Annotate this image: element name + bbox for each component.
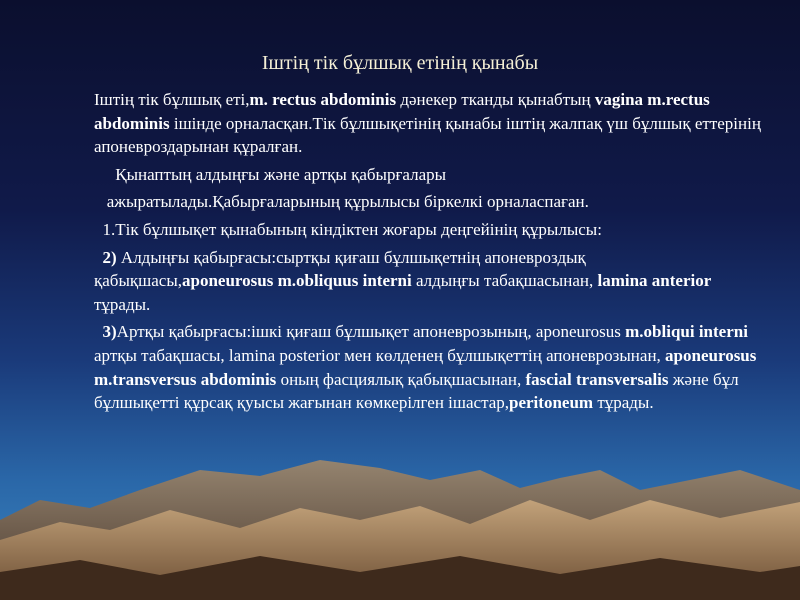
text: Іштің тік бұлшық еті, (94, 90, 250, 109)
slide-title: Іштің тік бұлшық етінің қынабы (261, 52, 539, 74)
bold-term: aponeurosus m.obliquus interni (182, 271, 412, 291)
slide-body (94, 88, 764, 419)
bold-term: fascial transversalis (525, 369, 669, 389)
text: Алдыңғы қабырғасы:сыртқы қиғаш бұлшықетнің апоневроздық қабықшасы, (94, 247, 586, 291)
text: дәнекер тканды қынабтың (396, 90, 595, 109)
paragraph-1 (94, 88, 764, 159)
paragraph-6 (94, 320, 764, 414)
paragraph-2: Қынаптың алдыңғы және артқы қабырғалары (94, 164, 447, 184)
bold-term: aponeurosus m.transversus abdominis (94, 345, 757, 389)
bold-term: m. rectus abdominis (249, 90, 397, 109)
bold-term: peritoneum (509, 393, 594, 413)
text: және бұл бұлшықетті құрсақ қуысы жағынан көмкерілген ішастар, (94, 369, 739, 413)
list-number: 3) (94, 322, 117, 342)
text: тұрады. (593, 393, 654, 413)
bold-term: m.obliqui interni (625, 322, 748, 342)
text: алдыңғы табақшасынан, (411, 271, 598, 291)
text: ішінде орналасқан.Тік бұлшықетінің қынабы іштің жалпақ үш бұлшық еттерінің апоневроздарынан құралған. (94, 113, 761, 157)
paragraph-4: 1.Тік бұлшықет қынабының кіндіктен жоғары деңгейінің құрылысы: (94, 219, 602, 239)
bold-term: lamina anterior (597, 271, 712, 291)
paragraph-3: ажыратылады.Қабырғаларының құрылысы біркелкі орналаспаған. (94, 192, 589, 212)
paragraph-5 (94, 246, 764, 317)
bold-term: vagina m.rectus abdominis (94, 90, 710, 133)
text: тұрады. (94, 294, 151, 314)
text: артқы табақшасы, lamina posterior мен көлденең бұлшықеттің апоневрозынан, (94, 345, 666, 365)
text: оның фасциялық қабықшасынан, (276, 369, 526, 389)
list-number: 2) (94, 247, 117, 267)
text: Артқы қабырғасы:ішкі қиғаш бұлшықет апоневрозының, aponeurosus (116, 322, 626, 342)
